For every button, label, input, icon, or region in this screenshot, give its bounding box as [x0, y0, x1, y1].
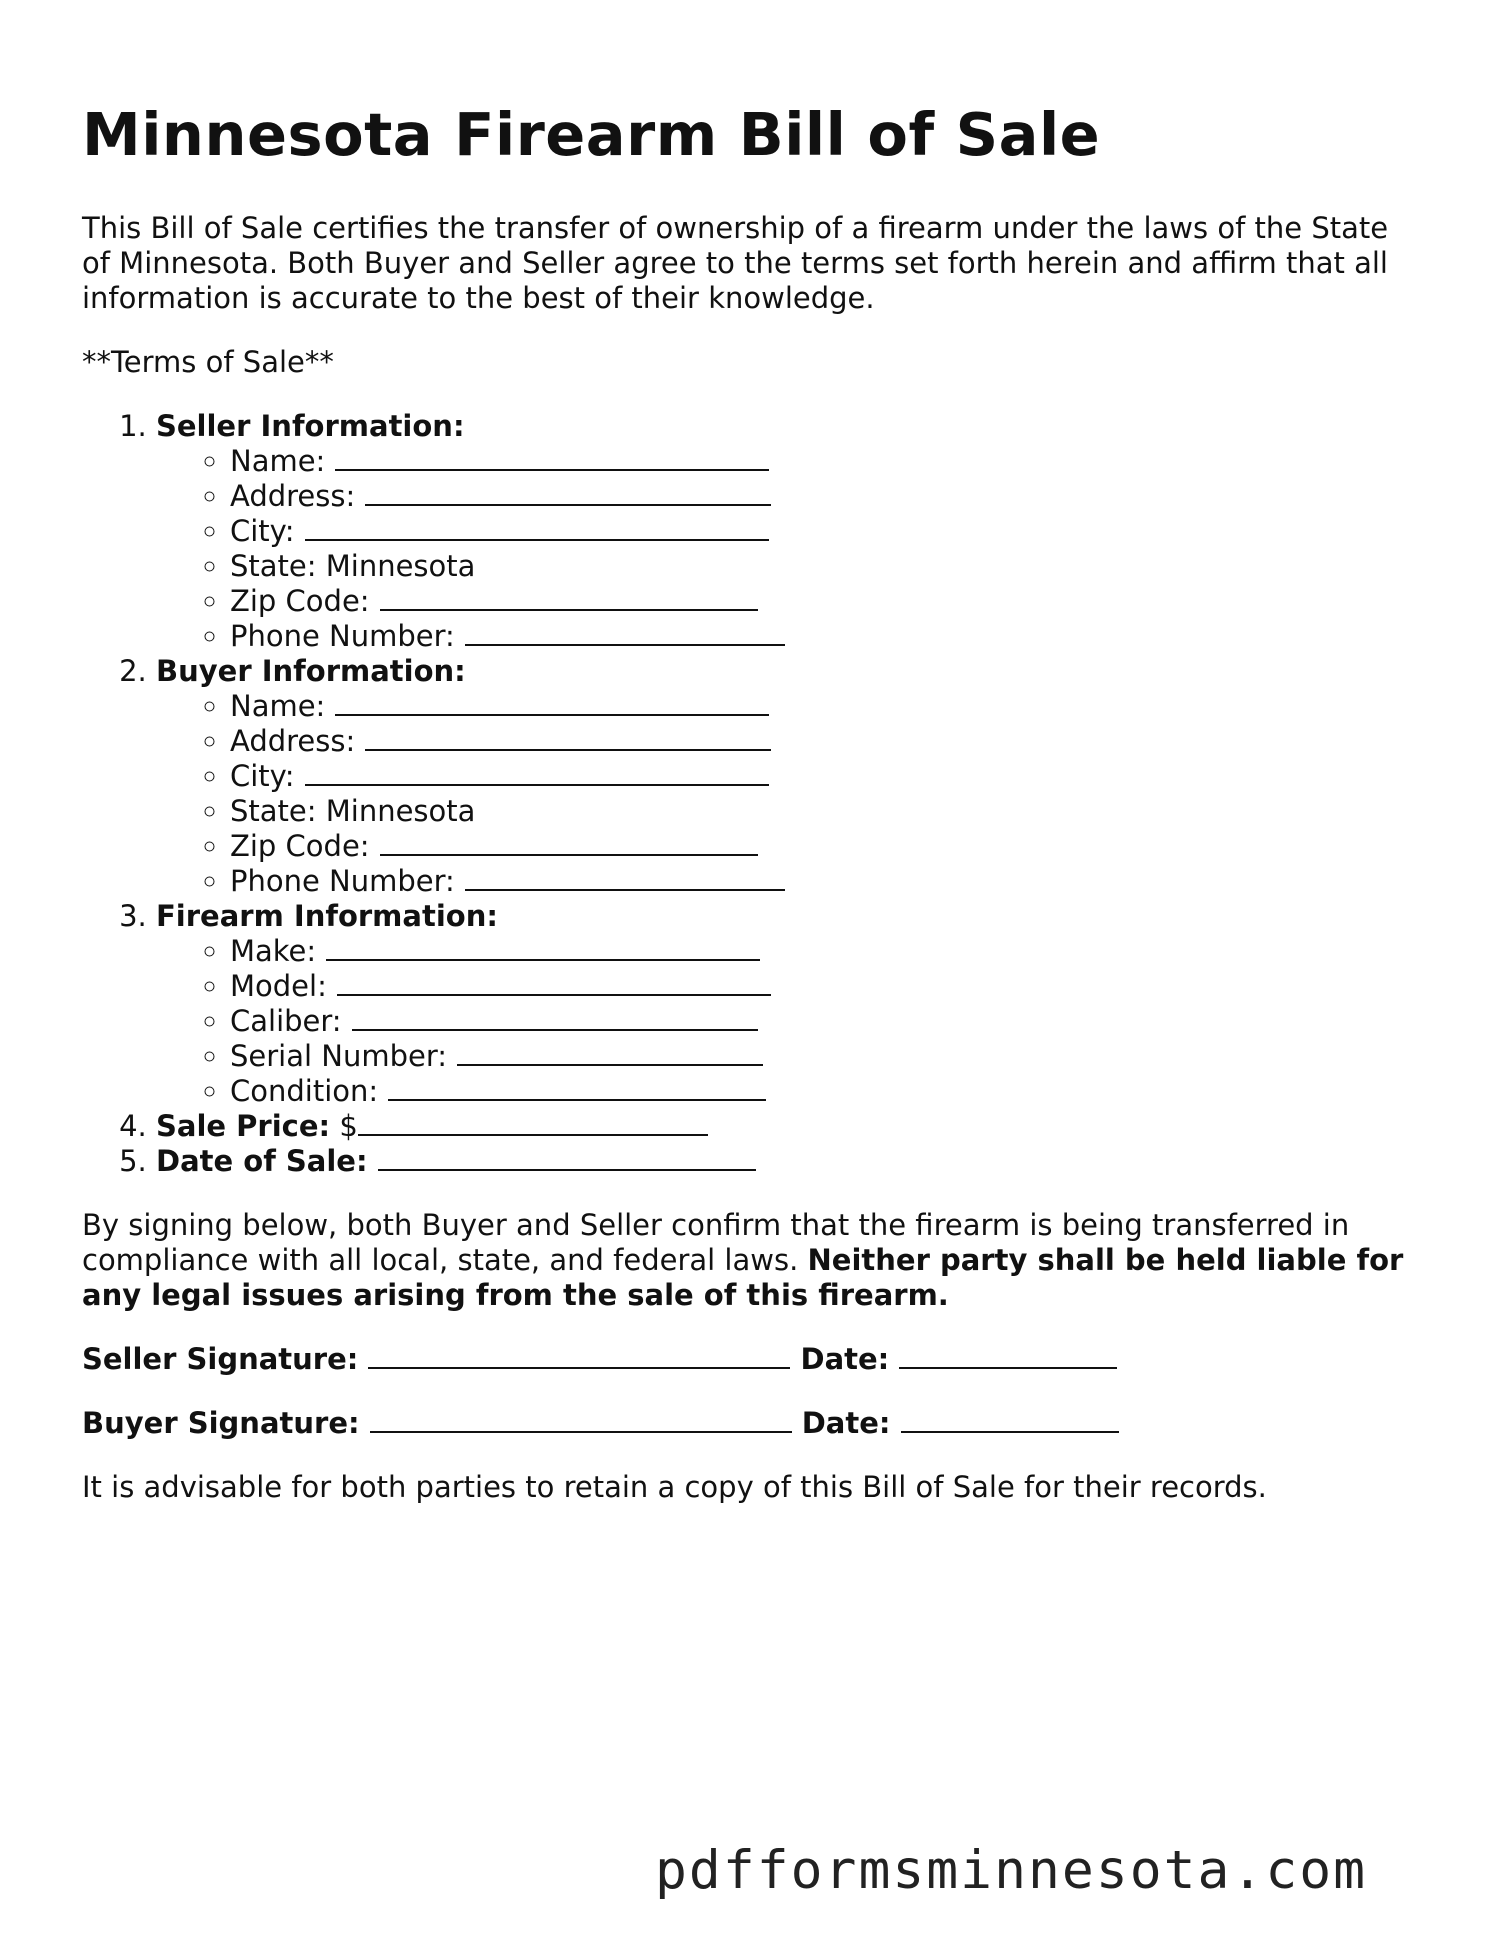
seller-phone-label: Phone Number:: [230, 618, 455, 653]
seller-state-label: State: Minnesota: [230, 548, 476, 583]
buyer-zip-label: Zip Code:: [230, 828, 370, 863]
buyer-section: [156, 654, 1422, 899]
document-title: Minnesota Firearm Bill of Sale: [82, 100, 1101, 169]
firearm-make-field: [230, 934, 1422, 969]
buyer-city-label: City:: [230, 758, 295, 793]
buyer-phone-field: [230, 864, 1422, 899]
buyer-signature-label: Buyer Signature:: [82, 1405, 360, 1440]
currency-symbol: $: [339, 1108, 358, 1143]
closing-statement: By signing below, both Buyer and Seller confirm that the firearm is being transferred in compliance with all local, state, and federal laws.: [82, 1207, 1350, 1277]
seller-address-blank[interactable]: [365, 482, 771, 506]
buyer-signature-line: [82, 1406, 1422, 1441]
buyer-phone-blank[interactable]: [465, 867, 785, 891]
firearm-serial-blank[interactable]: [457, 1042, 763, 1066]
firearm-model-field: [230, 969, 1422, 1004]
seller-signature-label: Seller Signature:: [82, 1341, 359, 1376]
seller-name-blank[interactable]: [335, 447, 769, 471]
firearm-make-blank[interactable]: [326, 937, 760, 961]
seller-city-field: [230, 514, 1422, 549]
seller-fields: [156, 444, 1422, 654]
intro-paragraph: This Bill of Sale certifies the transfer of ownership of a firearm under the laws of the State of Minnesota. Both Buyer and Seller agree to the terms set forth herein and affirm that all information is accurate to the best of their knowledge.: [82, 210, 1389, 315]
sale-price-label: Sale Price:: [156, 1108, 331, 1143]
seller-zip-label: Zip Code:: [230, 583, 370, 618]
seller-city-label: City:: [230, 513, 295, 548]
seller-phone-blank[interactable]: [465, 622, 785, 646]
seller-signature-blank[interactable]: [368, 1345, 790, 1369]
firearm-section: [156, 899, 1422, 1109]
firearm-model-label: Model:: [230, 968, 327, 1003]
buyer-address-field: [230, 724, 1422, 759]
sale-price-blank[interactable]: [358, 1112, 708, 1136]
date-of-sale-label: Date of Sale:: [156, 1143, 368, 1178]
date-of-sale-blank[interactable]: [378, 1147, 756, 1171]
seller-signature-line: [82, 1342, 1422, 1377]
buyer-name-field: [230, 689, 1422, 724]
firearm-caliber-label: Caliber:: [230, 1003, 342, 1038]
date-of-sale-section: [156, 1144, 1422, 1179]
buyer-zip-field: [230, 829, 1422, 864]
buyer-state-label: State: Minnesota: [230, 793, 476, 828]
document-page: [82, 100, 1422, 1505]
buyer-name-label: Name:: [230, 688, 326, 723]
seller-section: [156, 409, 1422, 654]
watermark: pdfformsminnesota.com: [655, 1840, 1368, 1901]
firearm-serial-field: [230, 1039, 1422, 1074]
seller-date-label: Date:: [800, 1341, 890, 1376]
seller-address-field: [230, 479, 1422, 514]
firearm-model-blank[interactable]: [337, 972, 771, 996]
firearm-caliber-field: [230, 1004, 1422, 1039]
buyer-date-blank[interactable]: [901, 1409, 1119, 1433]
buyer-address-label: Address:: [230, 723, 356, 758]
buyer-address-blank[interactable]: [365, 727, 771, 751]
buyer-city-blank[interactable]: [305, 762, 769, 786]
seller-zip-field: [230, 584, 1422, 619]
seller-name-field: [230, 444, 1422, 479]
seller-state-field: [230, 549, 1422, 584]
liability-disclaimer: Neither party shall be held liable for any legal issues arising from the sale of this firearm.: [82, 1242, 1404, 1312]
buyer-heading: Buyer Information:: [156, 653, 466, 688]
buyer-phone-label: Phone Number:: [230, 863, 455, 898]
sale-price-section: [156, 1109, 1422, 1144]
firearm-heading: Firearm Information:: [156, 898, 498, 933]
seller-phone-field: [230, 619, 1422, 654]
seller-address-label: Address:: [230, 478, 356, 513]
terms-heading: **Terms of Sale**: [82, 344, 334, 379]
buyer-zip-blank[interactable]: [380, 832, 758, 856]
buyer-fields: [156, 689, 1422, 899]
seller-name-label: Name:: [230, 443, 326, 478]
retain-note: It is advisable for both parties to retain a copy of this Bill of Sale for their records.: [82, 1469, 1267, 1504]
firearm-condition-label: Condition:: [230, 1073, 379, 1108]
buyer-state-field: [230, 794, 1422, 829]
terms-list: [82, 409, 1422, 1179]
firearm-fields: [156, 934, 1422, 1109]
firearm-caliber-blank[interactable]: [352, 1007, 758, 1031]
firearm-condition-field: [230, 1074, 1422, 1109]
firearm-make-label: Make:: [230, 933, 317, 968]
buyer-date-label: Date:: [801, 1405, 891, 1440]
buyer-name-blank[interactable]: [335, 692, 769, 716]
firearm-condition-blank[interactable]: [388, 1077, 766, 1101]
firearm-serial-label: Serial Number:: [230, 1038, 448, 1073]
buyer-signature-blank[interactable]: [370, 1409, 792, 1433]
seller-zip-blank[interactable]: [380, 587, 758, 611]
buyer-city-field: [230, 759, 1422, 794]
closing-paragraph: [82, 1208, 1422, 1313]
seller-date-blank[interactable]: [899, 1345, 1117, 1369]
seller-city-blank[interactable]: [305, 517, 769, 541]
seller-heading: Seller Information:: [156, 408, 465, 443]
